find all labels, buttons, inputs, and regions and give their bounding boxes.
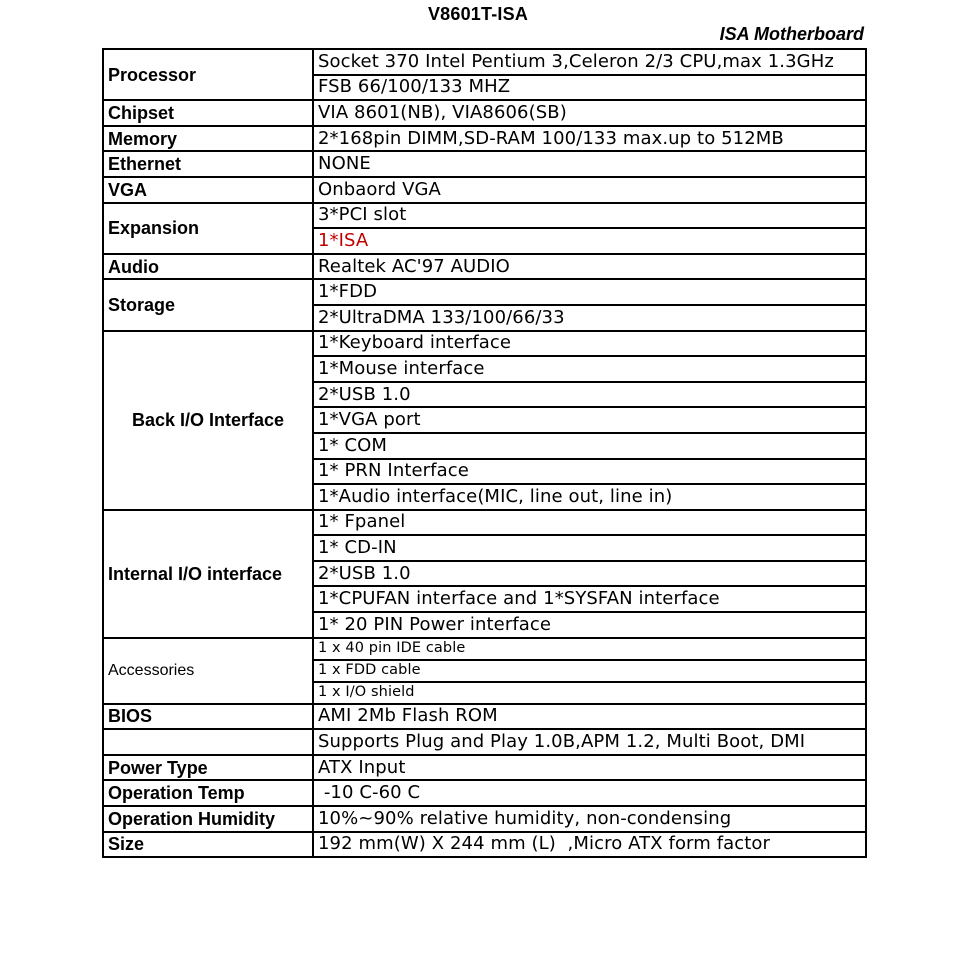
table-row: [103, 729, 866, 755]
table-row: [103, 100, 866, 126]
storage-fdd-value: 1*FDD: [313, 279, 866, 305]
audio-value: Realtek AC'97 AUDIO: [313, 254, 866, 280]
table-row: [103, 279, 866, 305]
board-type: ISA Motherboard: [719, 24, 864, 44]
operation-humidity-value: 10%~90% relative humidity, non-condensing: [313, 806, 866, 832]
table-row: [103, 254, 866, 280]
table-row: [103, 203, 866, 229]
row-label-ethernet: Ethernet: [103, 151, 313, 177]
back-io-value: 1*Mouse interface: [313, 356, 866, 382]
accessories-value: 1 x 40 pin IDE cable: [313, 638, 866, 660]
model-name: V8601T-ISA: [427, 4, 529, 24]
expansion-isa-value: 1*ISA: [313, 228, 866, 254]
table-row: [103, 49, 866, 75]
back-io-value: 1*VGA port: [313, 407, 866, 433]
back-io-value: 2*USB 1.0: [313, 382, 866, 408]
internal-io-value: 1* Fpanel: [313, 510, 866, 536]
vga-value: Onbaord VGA: [313, 177, 866, 203]
expansion-pci-value: 3*PCI slot: [313, 203, 866, 229]
accessories-value: 1 x FDD cable: [313, 660, 866, 682]
bios-features-value: Supports Plug and Play 1.0B,APM 1.2, Multi Boot, DMI: [313, 729, 866, 755]
memory-value: 2*168pin DIMM,SD-RAM 100/133 max.up to 512MB: [313, 126, 866, 152]
chipset-value: VIA 8601(NB), VIA8606(SB): [313, 100, 866, 126]
internal-io-value: 1* 20 PIN Power interface: [313, 612, 866, 638]
row-label-internal-io: Internal I/O interface: [103, 510, 313, 638]
processor-value: Socket 370 Intel Pentium 3,Celeron 2/3 CPU,max 1.3GHz: [313, 49, 866, 75]
table-row: [103, 510, 866, 536]
table-row: [103, 638, 866, 660]
row-label-operation-temp: Operation Temp: [103, 780, 313, 806]
table-row: [103, 331, 866, 357]
power-type-value: ATX Input: [313, 755, 866, 781]
row-label-chipset: Chipset: [103, 100, 313, 126]
internal-io-value: 2*USB 1.0: [313, 561, 866, 587]
bios-value: AMI 2Mb Flash ROM: [313, 704, 866, 730]
spec-table: [102, 48, 867, 858]
row-label-audio: Audio: [103, 254, 313, 280]
row-label-processor: Processor: [103, 49, 313, 100]
table-row: [103, 177, 866, 203]
row-label-bios: BIOS: [103, 704, 313, 730]
processor-fsb-value: FSB 66/100/133 MHZ: [313, 75, 866, 101]
table-row: [103, 126, 866, 152]
row-label-storage: Storage: [103, 279, 313, 330]
back-io-value: 1* PRN Interface: [313, 459, 866, 485]
accessories-value: 1 x I/O shield: [313, 682, 866, 704]
table-row: [103, 832, 866, 858]
row-label-power-type: Power Type: [103, 755, 313, 781]
row-label-vga: VGA: [103, 177, 313, 203]
row-label-size: Size: [103, 832, 313, 858]
storage-ide-value: 2*UltraDMA 133/100/66/33: [313, 305, 866, 331]
document-title: [0, 4, 960, 25]
back-io-value: 1*Audio interface(MIC, line out, line in): [313, 484, 866, 510]
size-value: 192 mm(W) X 244 mm (L) ,Micro ATX form factor: [313, 832, 866, 858]
table-row: [103, 704, 866, 730]
table-row: [103, 806, 866, 832]
operation-temp-value: -10 C-60 C: [313, 780, 866, 806]
row-label-operation-humidity: Operation Humidity: [103, 806, 313, 832]
internal-io-value: 1* CD-IN: [313, 535, 866, 561]
row-label-empty: [103, 729, 313, 755]
row-label-back-io: Back I/O Interface: [103, 331, 313, 510]
table-row: [103, 780, 866, 806]
back-io-value: 1*Keyboard interface: [313, 331, 866, 357]
back-io-value: 1* COM: [313, 433, 866, 459]
internal-io-value: 1*CPUFAN interface and 1*SYSFAN interface: [313, 586, 866, 612]
ethernet-value: NONE: [313, 151, 866, 177]
table-row: [103, 151, 866, 177]
table-row: [103, 755, 866, 781]
row-label-accessories: Accessories: [103, 638, 313, 704]
row-label-memory: Memory: [103, 126, 313, 152]
row-label-expansion: Expansion: [103, 203, 313, 254]
